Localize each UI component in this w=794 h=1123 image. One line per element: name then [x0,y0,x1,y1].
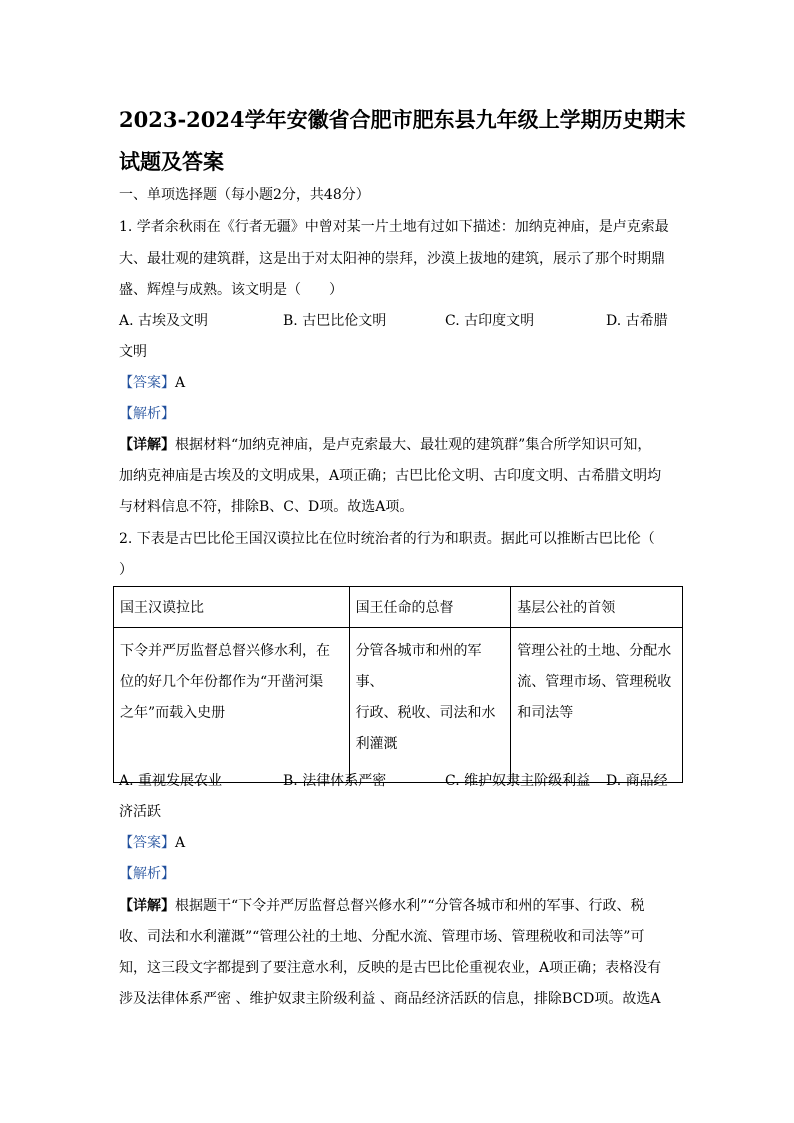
q1-option-wrap: 文明 [119,344,147,360]
q2-option-c: C. 维护奴隶主阶级利益 [445,773,591,789]
table-cell [114,628,350,783]
analysis-tag: 【解析】 [119,866,175,882]
table-header-cell: 国王汉谟拉比 [114,587,350,628]
q2-detail-line: 知，这三段文字都提到了要注意水利，反映的是古巴比伦重视农业，A项正确；表格没有 [119,960,662,976]
detail-tag: 【详解】 [119,437,175,453]
q2-detail-line: 收、司法和水利灌溉”“管理公社的土地、分配水流、管理市场、管理税收和司法等”可 [119,929,645,945]
table-row [114,628,683,783]
q2-answer [119,834,185,852]
table-header-row [114,587,683,628]
detail-tag: 【详解】 [119,898,175,914]
q1-stem-line: 大、最壮观的建筑群，这是出于对太阳神的崇拜，沙漠上拔地的建筑，展示了那个时期鼎 [119,251,665,267]
table-header-cell: 国王任命的总督 [349,587,511,628]
cell-line: 利灌溉 [355,736,398,752]
q1-detail-line [119,436,651,454]
analysis-tag: 【解析】 [119,406,175,422]
q2-stem-line: 2. 下表是古巴比伦王国汉谟拉比在位时统治者的行为和职责。据此可以推断古巴比伦（ [119,531,655,547]
q1-analysis-tag [119,405,175,423]
cell-line: 分管各城市和州的军事、 [355,643,482,690]
q1-detail-line: 加纳克神庙是古埃及的文明成果，A项正确；古巴比伦文明、古印度文明、古希腊文明均 [119,468,662,484]
q1-option-b: B. 古巴比伦文明 [283,313,387,329]
cell-line: 之年”而载入史册 [120,705,226,721]
q1-answer-value: A [175,375,186,391]
q2-detail-line [119,897,644,915]
q1-option-a: A. 古埃及文明 [119,313,209,329]
table-cell [511,628,683,783]
cell-line: 行政、税收、司法和水 [355,705,496,721]
cell-line: 位的好几个年份都作为“开凿河渠 [120,674,324,690]
table-header-cell: 基层公社的首领 [511,587,683,628]
cell-line: 下令并严厉监督总督兴修水利，在 [120,643,330,659]
table-cell [349,628,511,783]
q1-option-c: C. 古印度文明 [445,313,535,329]
q1-detail-text: 根据材料“加纳克神庙，是卢克索最大、最壮观的建筑群”集合所学知识可知， [175,437,652,453]
q1-stem-line: 1. 学者余秋雨在《行者无疆》中曾对某一片土地有过如下描述：加纳克神庙，是卢克索最 [119,219,669,235]
q1-option-d: D. 古希腊 [606,313,668,329]
q2-detail-line: 涉及法律体系严密 、维护奴隶主阶级利益 、商品经济活跃的信息，排除BCD项。故选A [119,991,661,1007]
q2-answer-value: A [175,835,186,851]
q1-stem-line: 盛、辉煌与成熟。该文明是（ ） [119,282,343,298]
cell-line: 流、管理市场、管理税收 [517,674,672,690]
cell-line: 和司法等 [517,705,574,721]
answer-tag: 【答案】 [119,835,175,851]
answer-tag: 【答案】 [119,375,175,391]
q2-table [113,586,683,783]
doc-title-line1: 2023-2024学年安徽省合肥市肥东县九年级上学期历史期末 [119,107,686,132]
q2-option-d: D. 商品经 [606,773,668,789]
q2-analysis-tag [119,865,175,883]
q1-detail-line: 与材料信息不符，排除B、C、D项。故选A项。 [119,499,414,515]
q1-answer [119,374,185,392]
cell-line: 管理公社的土地、分配水 [517,643,672,659]
doc-title-line2: 试题及答案 [119,149,224,174]
q2-option-wrap: 济活跃 [119,804,161,820]
q2-option-b: B. 法律体系严密 [283,773,387,789]
q2-detail-text: 根据题干“下令并严厉监督总督兴修水利”“分管各城市和州的军事、行政、税 [175,898,645,914]
section-heading: 一、单项选择题（每小题2分，共48分） [119,187,370,203]
q2-option-a: A. 重视发展农业 [119,773,223,789]
q2-stem-line: ） [119,562,133,578]
